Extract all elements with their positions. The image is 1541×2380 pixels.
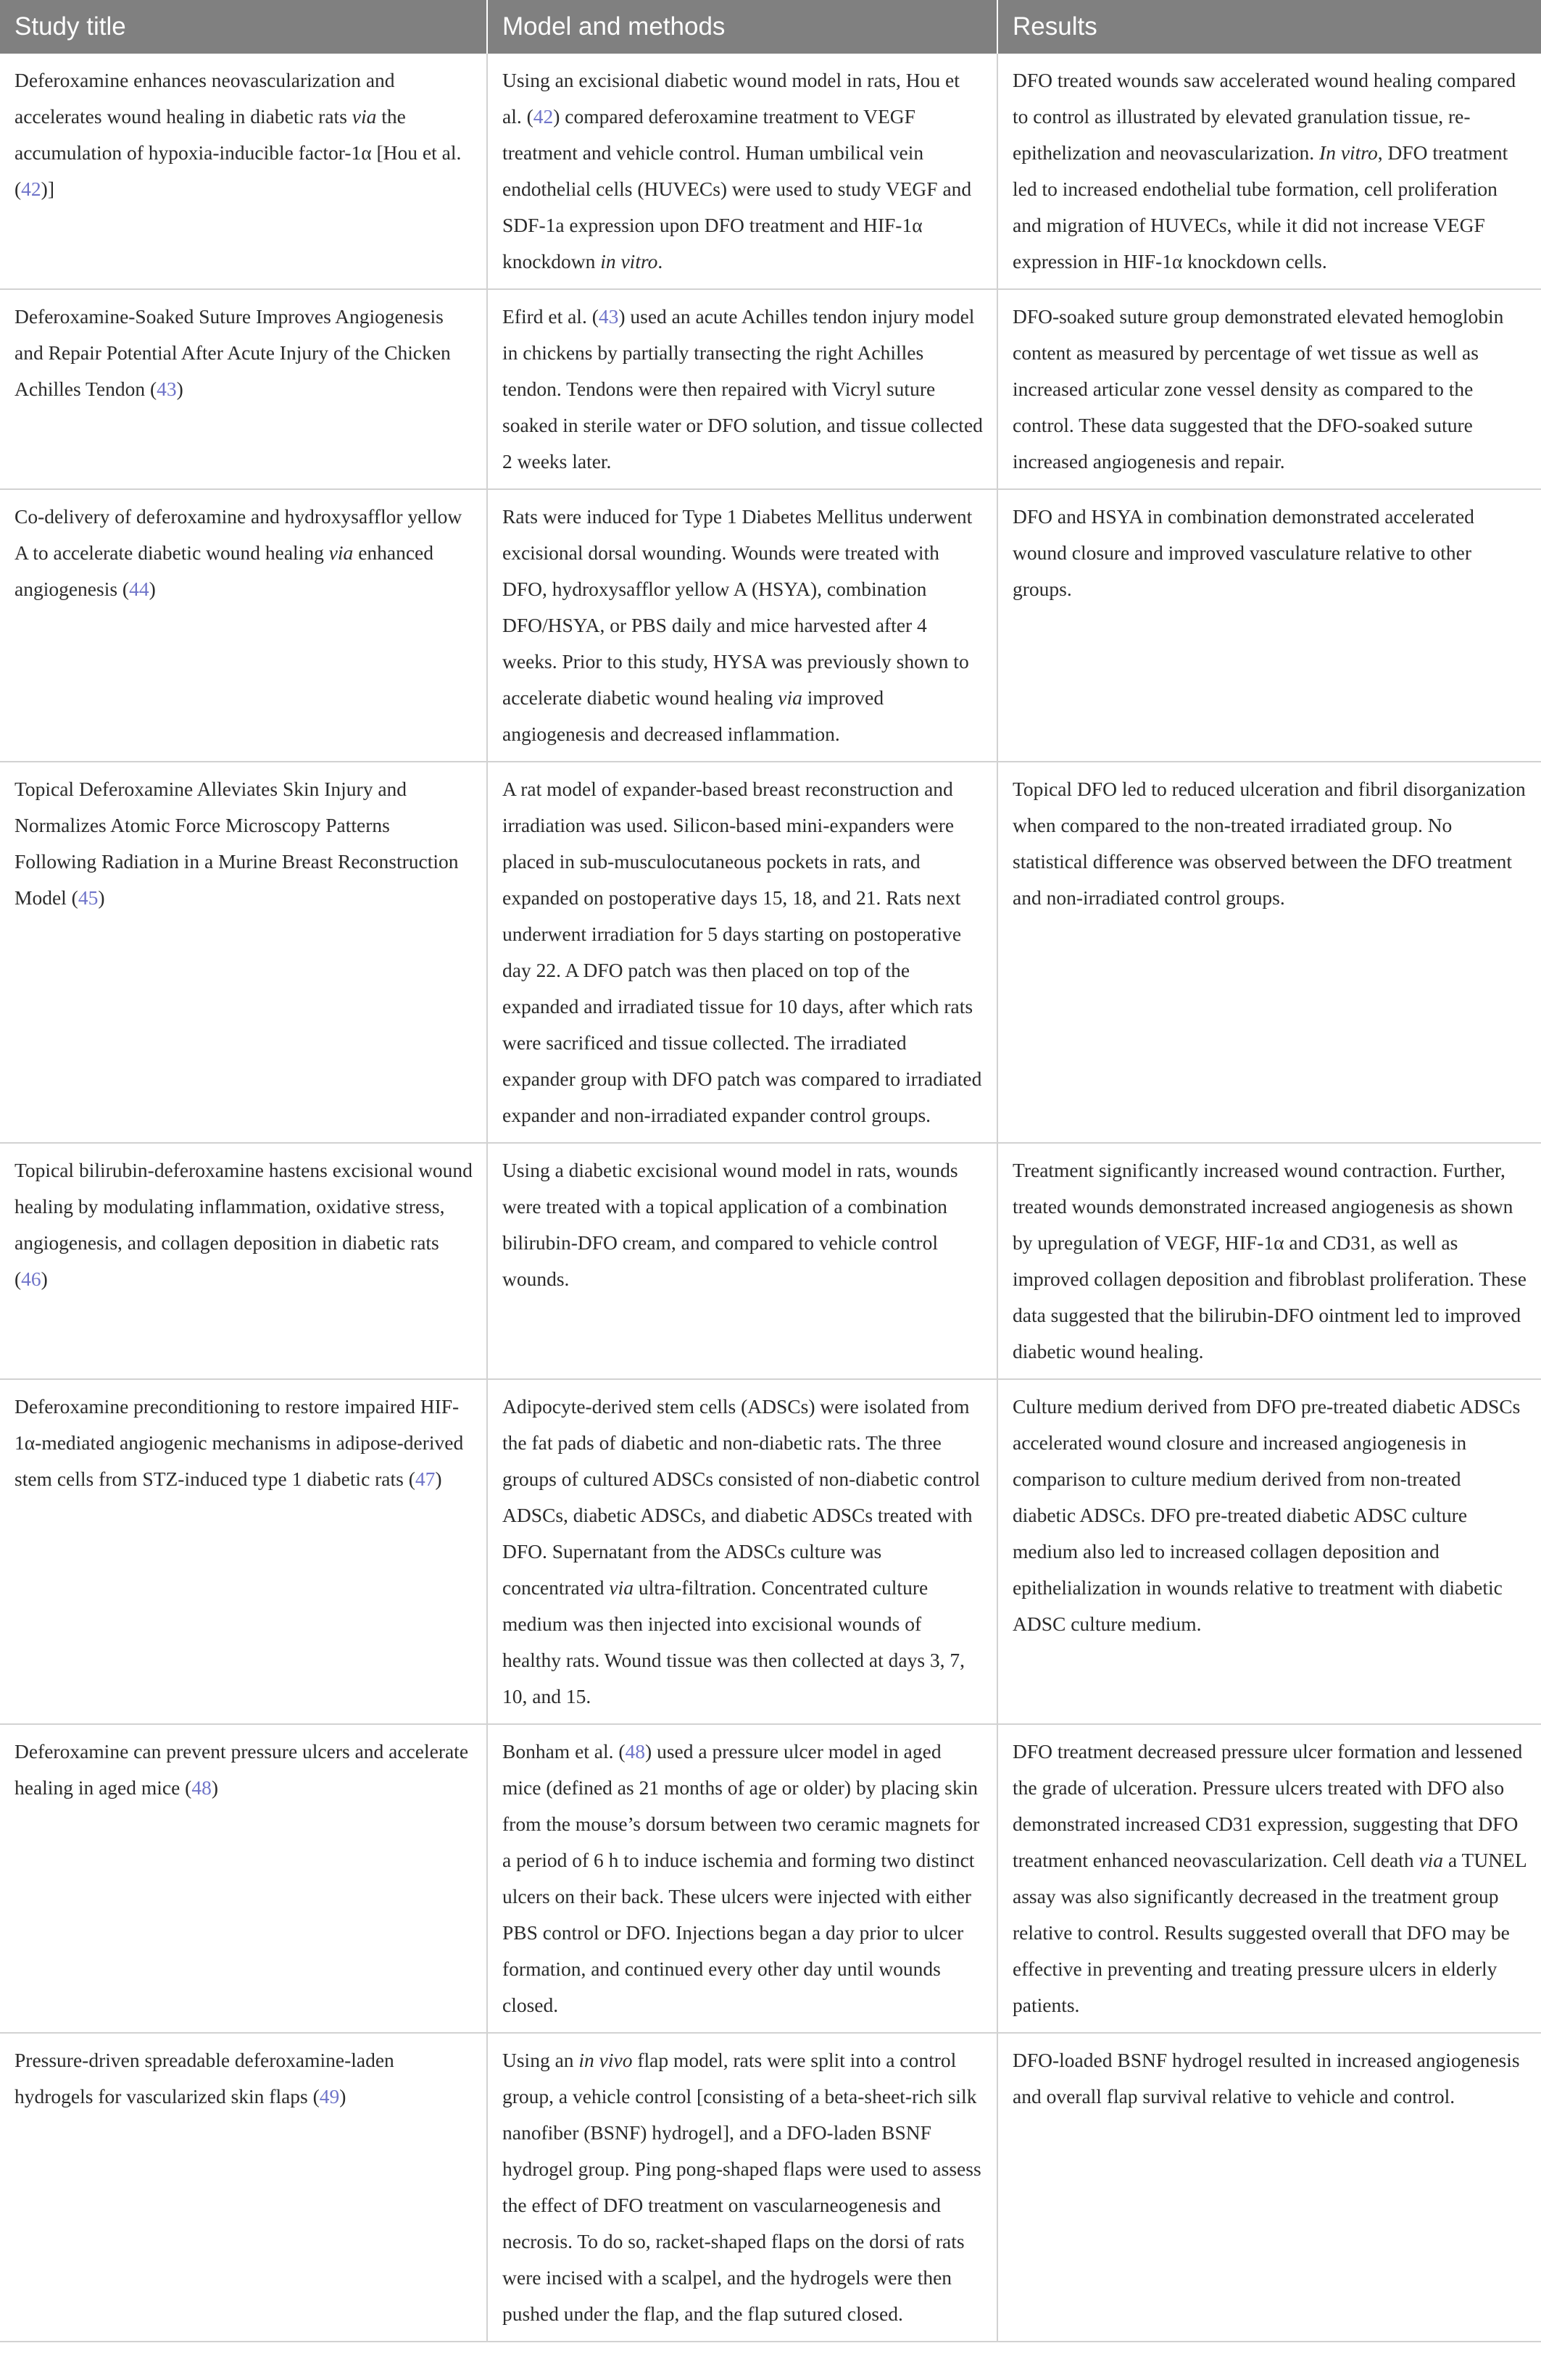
study-title-cell: Topical Deferoxamine Alleviates Skin Injury and Normalizes Atomic Force Microscopy Patterns Following Radiation in a Murine Breast Reconstruction Model (45)	[0, 762, 487, 1143]
study-title-cell: Deferoxamine-Soaked Suture Improves Angiogenesis and Repair Potential After Acute Injury of the Chicken Achilles Tendon (43)	[0, 289, 487, 489]
reference-link[interactable]: 47	[415, 1468, 436, 1490]
results-cell: DFO-soaked suture group demonstrated elevated hemoglobin content as measured by percentage of wet tissue as well as increased articular zone vessel density as compared to the control. These data suggested that the DFO-soaked suture increased angiogenesis and repair.	[997, 289, 1541, 489]
reference-link[interactable]: 44	[129, 578, 149, 600]
results-cell: DFO and HSYA in combination demonstrated accelerated wound closure and improved vasculature relative to other groups.	[997, 489, 1541, 762]
results-cell: DFO-loaded BSNF hydrogel resulted in increased angiogenesis and overall flap survival relative to vehicle and control.	[997, 2033, 1541, 2342]
reference-link[interactable]: 46	[21, 1268, 41, 1290]
methods-cell: Adipocyte-derived stem cells (ADSCs) were isolated from the fat pads of diabetic and non-diabetic rats. The three groups of cultured ADSCs consisted of non-diabetic control ADSCs, diabetic ADSCs, and diabetic ADSCs treated with DFO. Supernatant from the ADSCs culture was concentrated via ultra-filtration. Concentrated culture medium was then injected into excisional wounds of healthy rats. Wound tissue was then collected at days 3, 7, 10, and 15.	[487, 1379, 997, 1724]
results-cell: Treatment significantly increased wound contraction. Further, treated wounds demonstrated increased angiogenesis as shown by upregulation of VEGF, HIF-1α and CD31, as well as improved collagen deposition and fibroblast proliferation. These data suggested that the bilirubin-DFO ointment led to improved diabetic wound healing.	[997, 1143, 1541, 1379]
table-row	[0, 1379, 1541, 1724]
results-cell: Culture medium derived from DFO pre-treated diabetic ADSCs accelerated wound closure and increased angiogenesis in comparison to culture medium derived from non-treated diabetic ADSCs. DFO pre-treated diabetic ADSC culture medium also led to increased collagen deposition and epithelialization in wounds relative to treatment with diabetic ADSC culture medium.	[997, 1379, 1541, 1724]
reference-link[interactable]: 43	[598, 305, 619, 328]
methods-cell: A rat model of expander-based breast reconstruction and irradiation was used. Silicon-based mini-expanders were placed in sub-musculocutaneous pockets in rats, and expanded on postoperative days 15, 18, and 21. Rats next underwent irradiation for 5 days starting on postoperative day 22. A DFO patch was then placed on top of the expanded and irradiated tissue for 10 days, after which rats were sacrificed and tissue collected. The irradiated expander group with DFO patch was compared to irradiated expander and non-irradiated expander control groups.	[487, 762, 997, 1143]
study-title-cell: Topical bilirubin-deferoxamine hastens excisional wound healing by modulating inflammation, oxidative stress, angiogenesis, and collagen deposition in diabetic rats (46)	[0, 1143, 487, 1379]
table-row	[0, 762, 1541, 1143]
methods-cell: Using a diabetic excisional wound model in rats, wounds were treated with a topical application of a combination bilirubin-DFO cream, and compared to vehicle control wounds.	[487, 1143, 997, 1379]
table-row	[0, 489, 1541, 762]
reference-link[interactable]: 42	[21, 178, 41, 200]
reference-link[interactable]: 45	[78, 886, 99, 909]
reference-link[interactable]: 42	[533, 105, 554, 128]
results-cell: DFO treatment decreased pressure ulcer formation and lessened the grade of ulceration. Pressure ulcers treated with DFO also demonstrated increased CD31 expression, suggesting that DFO treatment enhanced neovascularization. Cell death via a TUNEL assay was also significantly decreased in the treatment group relative to control. Results suggested overall that DFO may be effective in preventing and treating pressure ulcers in elderly patients.	[997, 1724, 1541, 2033]
study-title-cell: Deferoxamine preconditioning to restore impaired HIF-1α-mediated angiogenic mechanisms in adipose-derived stem cells from STZ-induced type 1 diabetic rats (47)	[0, 1379, 487, 1724]
results-cell: DFO treated wounds saw accelerated wound healing compared to control as illustrated by elevated granulation tissue, re-epithelization and neovascularization. In vitro, DFO treatment led to increased endothelial tube formation, cell proliferation and migration of HUVECs, while it did not increase VEGF expression in HIF-1α knockdown cells.	[997, 54, 1541, 289]
study-title-cell: Deferoxamine can prevent pressure ulcers and accelerate healing in aged mice (48)	[0, 1724, 487, 2033]
reference-link[interactable]: 48	[191, 1776, 212, 1799]
table-row	[0, 2033, 1541, 2342]
table-row	[0, 1143, 1541, 1379]
study-title-cell: Pressure-driven spreadable deferoxamine-laden hydrogels for vascularized skin flaps (49)	[0, 2033, 487, 2342]
methods-cell: Bonham et al. (48) used a pressure ulcer model in aged mice (defined as 21 months of age or older) by placing skin from the mouse’s dorsum between two ceramic magnets for a period of 6 h to induce ischemia and forming two distinct ulcers on their back. These ulcers were injected with either PBS control or DFO. Injections began a day prior to ulcer formation, and continued every other day until wounds closed.	[487, 1724, 997, 2033]
methods-cell: Rats were induced for Type 1 Diabetes Mellitus underwent excisional dorsal wounding. Wounds were treated with DFO, hydroxysafflor yellow A (HSYA), combination DFO/HSYA, or PBS daily and mice harvested after 4 weeks. Prior to this study, HYSA was previously shown to accelerate diabetic wound healing via improved angiogenesis and decreased inflammation.	[487, 489, 997, 762]
table-row	[0, 289, 1541, 489]
study-title-cell: Co-delivery of deferoxamine and hydroxysafflor yellow A to accelerate diabetic wound healing via enhanced angiogenesis (44)	[0, 489, 487, 762]
reference-link[interactable]: 43	[157, 378, 177, 400]
table-row	[0, 54, 1541, 289]
reference-link[interactable]: 49	[319, 2085, 340, 2108]
methods-cell: Efird et al. (43) used an acute Achilles tendon injury model in chickens by partially transecting the right Achilles tendon. Tendons were then repaired with Vicryl suture soaked in sterile water or DFO solution, and tissue collected 2 weeks later.	[487, 289, 997, 489]
methods-cell: Using an in vivo flap model, rats were split into a control group, a vehicle control [consisting of a beta-sheet-rich silk nanofiber (BSNF) hydrogel], and a DFO-laden BSNF hydrogel group. Ping pong-shaped flaps were used to assess the effect of DFO treatment on vascularneogenesis and necrosis. To do so, racket-shaped flaps on the dorsi of rats were incised with a scalpel, and the hydrogels were then pushed under the flap, and the flap sutured closed.	[487, 2033, 997, 2342]
column-header-results: Results	[997, 0, 1541, 54]
column-header-model-and-methods: Model and methods	[487, 0, 997, 54]
methods-cell: Using an excisional diabetic wound model in rats, Hou et al. (42) compared deferoxamine treatment to VEGF treatment and vehicle control. Human umbilical vein endothelial cells (HUVECs) were used to study VEGF and SDF-1a expression upon DFO treatment and HIF-1α knockdown in vitro.	[487, 54, 997, 289]
column-header-study-title: Study title	[0, 0, 487, 54]
results-cell: Topical DFO led to reduced ulceration and fibril disorganization when compared to the non-treated irradiated group. No statistical difference was observed between the DFO treatment and non-irradiated control groups.	[997, 762, 1541, 1143]
reference-link[interactable]: 48	[625, 1740, 646, 1763]
table-row	[0, 1724, 1541, 2033]
header-row	[0, 0, 1541, 54]
study-title-cell: Deferoxamine enhances neovascularization and accelerates wound healing in diabetic rats via the accumulation of hypoxia-inducible factor-1α [Hou et al. (42)]	[14, 69, 462, 200]
